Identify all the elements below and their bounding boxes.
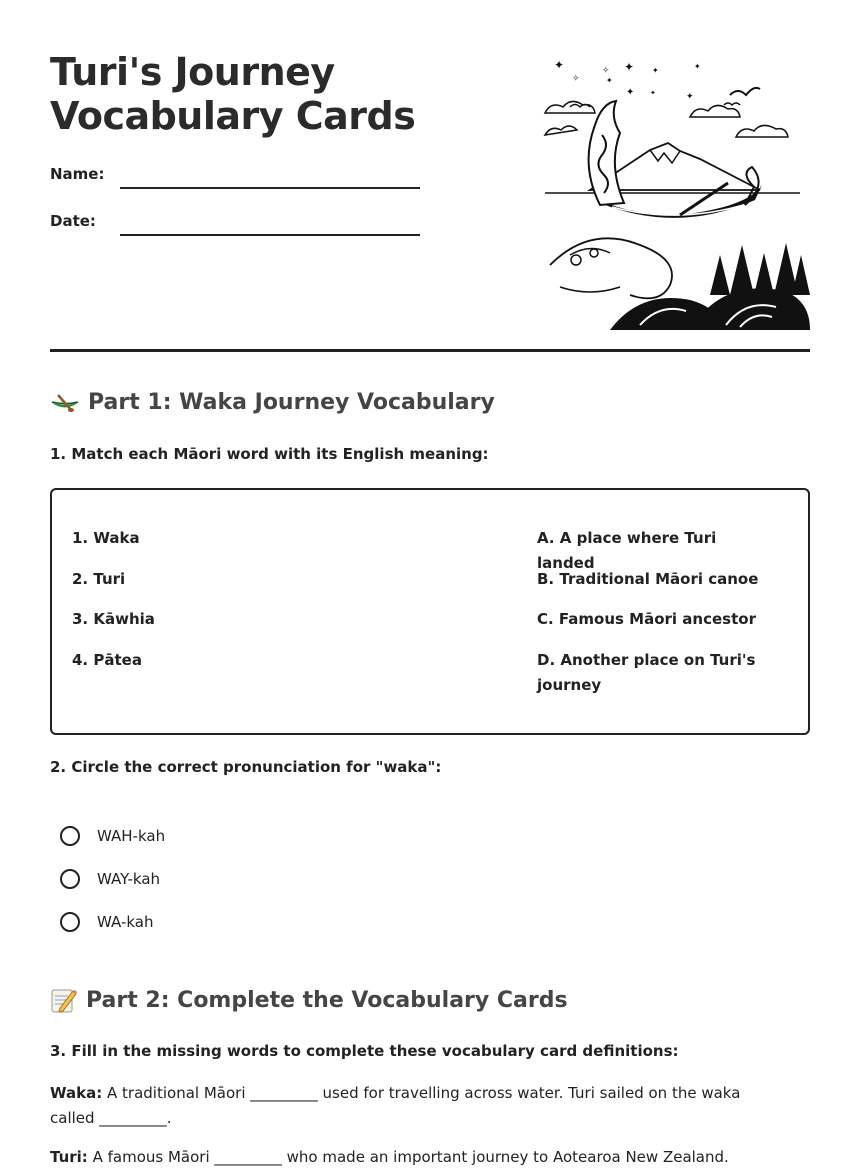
date-field[interactable] [120, 234, 420, 236]
waka-definition-text[interactable]: A traditional Māori _________ used for travelling across water. Turi sailed on the waka called _________. [50, 1084, 741, 1127]
question-3: 3. Fill in the missing words to complete these vocabulary card definitions: [50, 1042, 679, 1060]
match-right-item[interactable]: A. A place where Turi landed [537, 529, 717, 572]
turi-definition-text[interactable]: A famous Māori _________ who made an important journey to Aotearoa New Zealand. [92, 1148, 729, 1166]
pronunciation-option[interactable] [60, 866, 160, 892]
memo-pencil-icon [50, 986, 78, 1014]
part2-heading [50, 986, 568, 1014]
option-label: WAY-kah [97, 870, 161, 888]
match-left-item[interactable]: 4. Pātea [72, 651, 142, 669]
match-right-item[interactable]: B. Traditional Māori canoe [537, 570, 759, 588]
waka-illustration [540, 55, 810, 335]
svg-text:✦: ✦ [606, 76, 613, 85]
part1-heading-text: Part 1: Waka Journey Vocabulary [88, 390, 495, 415]
match-left-item[interactable]: 1. Waka [72, 529, 140, 547]
stars-icon [554, 58, 701, 102]
svg-text:✧: ✧ [602, 66, 610, 76]
svg-text:✦: ✦ [554, 58, 565, 72]
svg-text:✦: ✦ [694, 62, 701, 71]
pronunciation-option[interactable] [60, 823, 165, 849]
matching-box [50, 488, 810, 735]
match-left-item[interactable]: 3. Kāwhia [72, 610, 155, 628]
radio-circle[interactable] [60, 869, 80, 889]
title-line-2: Vocabulary Cards [50, 94, 416, 138]
header-divider [50, 349, 810, 352]
part2-heading-text: Part 2: Complete the Vocabulary Cards [86, 987, 568, 1013]
question-2: 2. Circle the correct pronunciation for "waka": [50, 758, 442, 776]
title-line-1: Turi's Journey [50, 50, 335, 94]
radio-circle[interactable] [60, 826, 80, 846]
svg-text:✦: ✦ [652, 66, 659, 75]
option-label: WAH-kah [97, 827, 166, 845]
turi-definition [50, 1145, 770, 1170]
date-label: Date: [50, 212, 96, 230]
waka-term: Waka: [50, 1084, 103, 1102]
match-left-item[interactable]: 2. Turi [72, 570, 126, 588]
canoe-icon [50, 391, 80, 415]
match-right-item[interactable]: D. Another place on Turi's journey [537, 651, 756, 694]
radio-circle[interactable] [60, 912, 80, 932]
match-right-item[interactable]: C. Famous Māori ancestor [537, 610, 756, 628]
svg-text:✦: ✦ [626, 87, 635, 98]
part1-heading [50, 390, 495, 415]
svg-text:✧: ✧ [572, 74, 580, 84]
turi-term: Turi: [50, 1148, 88, 1166]
svg-text:✦: ✦ [624, 60, 635, 74]
waka-definition [50, 1081, 770, 1131]
name-field[interactable] [120, 187, 420, 189]
option-label: WA-kah [97, 913, 154, 931]
pronunciation-option[interactable] [60, 909, 153, 935]
page-title [50, 50, 415, 138]
question-1: 1. Match each Māori word with its English meaning: [50, 445, 489, 463]
name-label: Name: [50, 165, 105, 183]
svg-text:✦: ✦ [686, 92, 694, 102]
svg-text:✦: ✦ [650, 89, 656, 97]
